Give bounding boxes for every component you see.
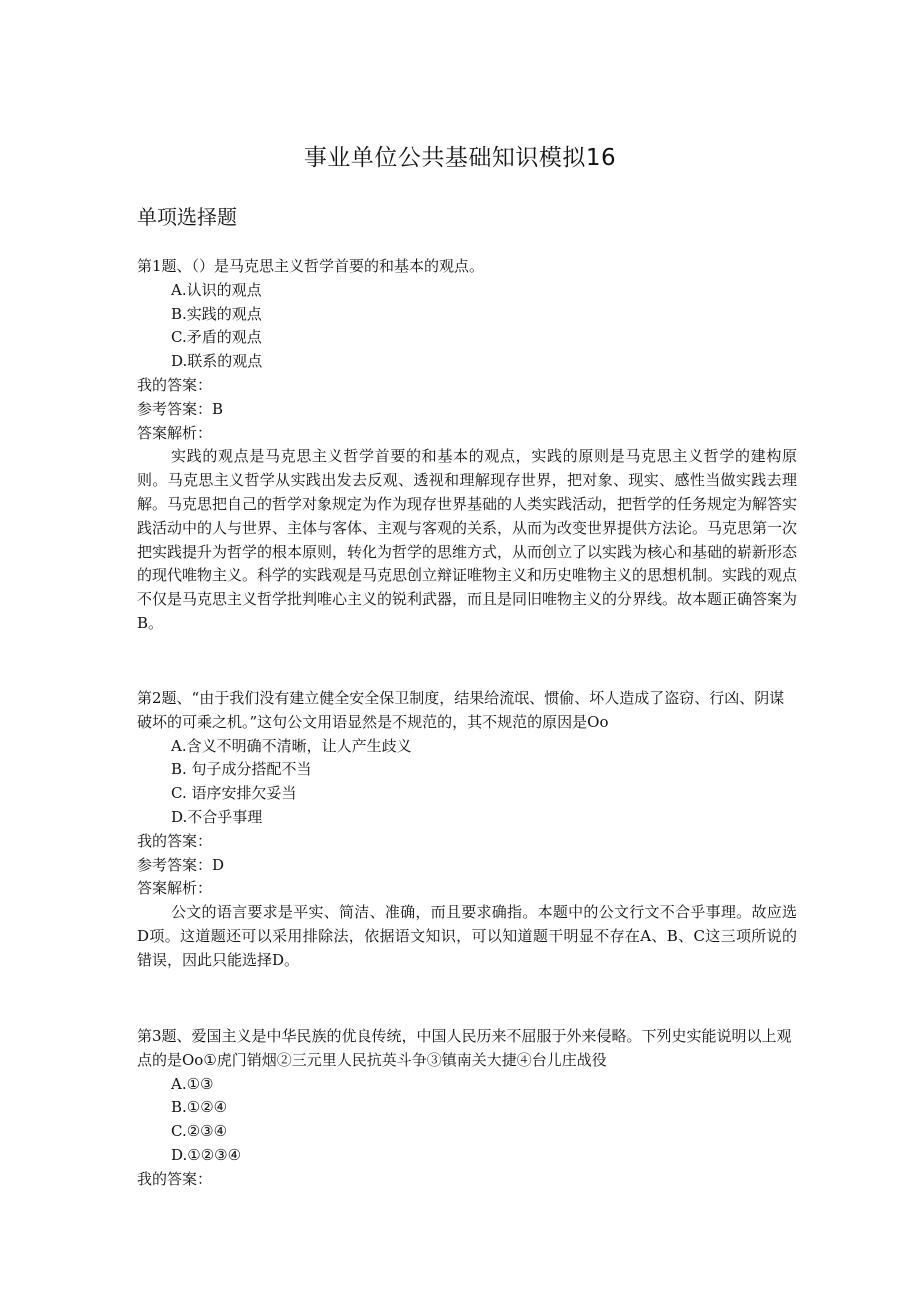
option-d: D.联系的观点 bbox=[171, 352, 263, 371]
analysis-label: 答案解析： bbox=[137, 423, 213, 442]
option-b: B.①②④ bbox=[171, 1098, 228, 1117]
question-stem: 第3题、爱国主义是中华民族的优良传统，中国人民历来不屈服于外来侵略。下列史实能说明以上观点的是Oo①虎门销烟②三元里人民抗英斗争③镇南关大捷④台儿庄战役 bbox=[137, 1027, 792, 1069]
option-a: A.含义不明确不清晰，让人产生歧义 bbox=[171, 736, 412, 755]
option-d: D.不合乎事理 bbox=[171, 807, 263, 826]
question-1 bbox=[137, 255, 797, 636]
option-b: B.实践的观点 bbox=[171, 304, 262, 323]
analysis-text: 公文的语言要求是平实、简洁、准确，而且要求确指。本题中的公文行文不合乎事理。故应选D项。这道题还可以采用排除法，依据语文知识，可以知道题干明显不存在A、B、C这三项所说的错误，因此只能选择D。 bbox=[137, 903, 797, 969]
option-c: C.矛盾的观点 bbox=[171, 328, 262, 347]
reference-answer: 参考答案：B bbox=[137, 399, 224, 418]
question-2 bbox=[137, 687, 797, 973]
option-c: C.②③④ bbox=[171, 1122, 228, 1141]
analysis-text: 实践的观点是马克思主义哲学首要的和基本的观点，实践的原则是马克思主义哲学的建构原则。马克思主义哲学从实践出发去反观、透视和理解现存世界，把对象、现实、感性当做实践去理解。马克思把自己的哲学对象规定为作为现存世界基础的人类实践活动，把哲学的任务规定为解答实践活动中的人与世界、主体与客体、主观与客观的关系，从而为改变世界提供方法论。马克思第一次把实践提升为哲学的根本原则，转化为哲学的思维方式，从而创立了以实践为核心和基础的崭新形态的现代唯物主义。科学的实践观是马克思创立辩证唯物主义和历史唯物主义的思想机制。实践的观点不仅是马克思主义哲学批判唯心主义的锐利武器，而且是同旧唯物主义的分界线。故本题正确答案为B。 bbox=[137, 447, 798, 632]
option-d: D.①②③④ bbox=[171, 1145, 242, 1164]
my-answer-label: 我的答案： bbox=[137, 375, 213, 394]
question-3 bbox=[137, 1025, 797, 1192]
my-answer-label: 我的答案： bbox=[137, 831, 213, 850]
reference-answer: 参考答案：D bbox=[137, 855, 225, 874]
option-b: B. 句子成分搭配不当 bbox=[171, 760, 312, 779]
option-a: A.认识的观点 bbox=[171, 280, 262, 299]
option-c: C. 语序安排欠妥当 bbox=[171, 784, 297, 803]
question-stem: 第1题、（）是马克思主义哲学首要的和基本的观点。 bbox=[137, 257, 485, 275]
my-answer-label: 我的答案： bbox=[137, 1169, 213, 1188]
section-heading: 单项选择题 bbox=[137, 205, 237, 229]
document-title: 事业单位公共基础知识模拟16 bbox=[303, 145, 617, 171]
option-a: A.①③ bbox=[171, 1074, 214, 1093]
question-stem: 第2题、“由于我们没有建立健全安全保卫制度，结果给流氓、惯偷、坏人造成了盗窃、行凶、阴谋破坏的可乘之机。”这句公文用语显然是不规范的，其不规范的原因是Oo bbox=[137, 689, 785, 731]
analysis-label: 答案解析： bbox=[137, 879, 213, 898]
